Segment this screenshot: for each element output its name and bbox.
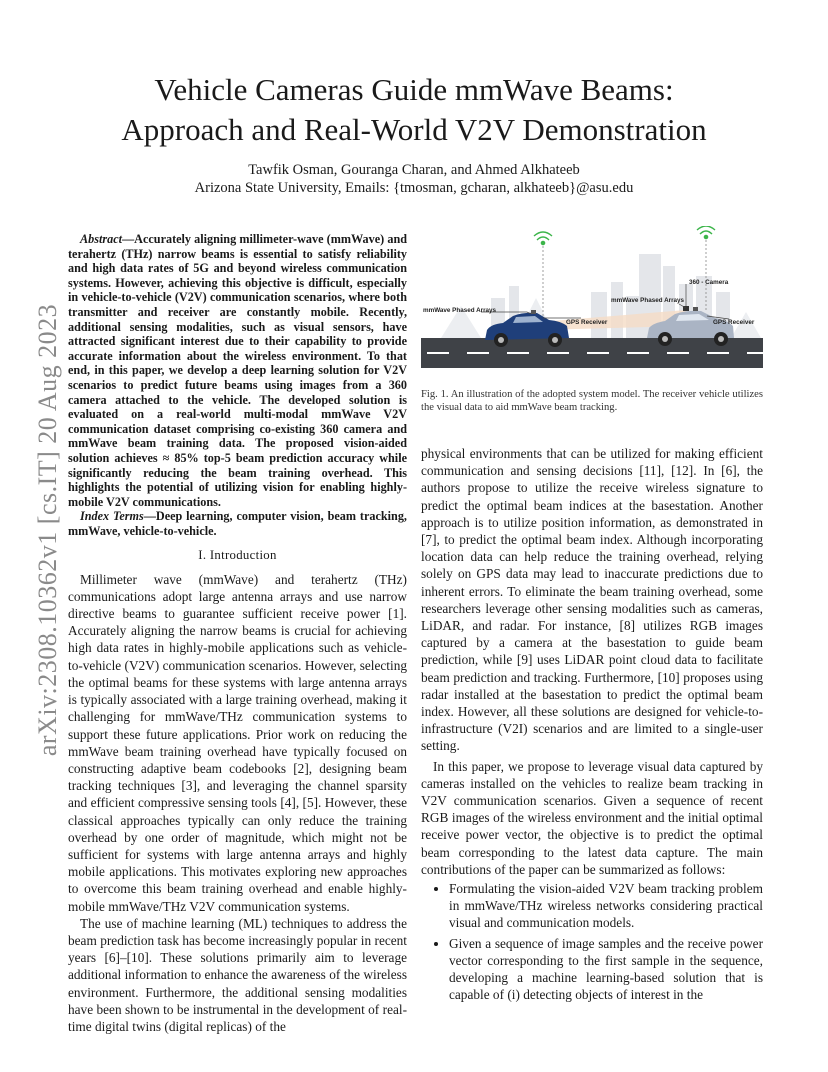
index-terms-label: Index Terms <box>80 509 144 524</box>
label-phased-arrays-left: mmWave Phased Arrays <box>423 307 497 314</box>
list-item: • Formulating the vision-aided V2V beam tracking problem in mmWave/THz wireless networks considering practical visual and communication models. <box>449 880 763 932</box>
authors: Tawfik Osman, Gouranga Charan, and Ahmed Alkhateeb <box>248 162 580 178</box>
system-model-figure <box>421 226 763 374</box>
author-block <box>60 161 768 197</box>
paper-title <box>60 70 768 150</box>
left-column <box>68 232 407 1035</box>
label-gps-right: GPS Receiver <box>713 319 755 326</box>
contributions-list <box>421 880 763 1003</box>
list-item: • Given a sequence of image samples and the receive power vector corresponding to the first sample in the sequence, developing a machine learning-based solution that is capable of (i) detecting objects of interest in the <box>449 935 763 1004</box>
section-heading-introduction: I. Introduction <box>198 548 277 563</box>
figure-caption: Fig. 1. An illustration of the adopted system model. The receiver vehicle utilizes the visual data to aid mmWave beam tracking. <box>421 389 763 413</box>
abstract-label: Abstract <box>80 232 122 246</box>
index-terms <box>68 509 407 538</box>
intro-paragraph-1: Millimeter wave (mmWave) and terahertz (THz) communications adopt large antenna arrays and use narrow directive beams to guarantee sufficient receive power [1]. Accurately aligning the narrow beams is crucial for achieving high data rates in highly-mobile applications such as vehicle-to-vehicle (V2V) communication scenarios. However, selecting the optimal beams for these systems with large antenna arrays is typically associated with a large training overhead, making it challenging for mmWave/THz communication systems to support these future applications. Prior work on reducing the mmWave beam training overhead have typically focused on constructing adaptive beam codebooks [2], designing beam tracking techniques [3], and leveraging the channel sparsity and efficient compressive sensing tools [4], [5]. However, these classical approaches typically can only reduce the training overhead by one order of magnitude, which might not be sufficient for systems with large antenna arrays and highly mobile applications. This motivates exploring new approaches to overcome this beam training overhead and enable highly-mobile mmWave/THz V2V communication systems. <box>68 571 407 914</box>
label-gps-left: GPS Receiver <box>566 319 608 326</box>
right-paragraph-2: In this paper, we propose to leverage visual data captured by cameras installed on the vehicles to realize beam tracking in V2V communication scenarios. Given a sequence of recent RGB images of the wireless environment and the initial optimal receive power vector, the objective is to predict the optimal beam corresponding to the latest data capture. The main contributions of the paper can be summarized as follows: <box>421 758 763 877</box>
right-paragraph-1: physical environments that can be utilized for making efficient communication and sensing decisions [11], [12]. In [6], the authors propose to utilize the receive wireless signature to predict the optimal beam indices at the basestation. Another approach is to utilize position information, as demonstrated in [7], to predict the optimal beam index. Although incorporating location data can help reduce the training overhead, relying solely on GPS data may lead to inaccurate predictions due to inherent errors. To eliminate the beam training overhead, some researchers leverage other sensing modalities such as cameras, LiDAR, and radar. For instance, [8] utilizes RGB images captured by a camera at the basestation to guide beam prediction, while [9] uses LiDAR point cloud data to facilitate beam prediction and tracking. Furthermore, [10] proposes using radar installed at the basestation to predict the optimal beam index. However, all these solutions are designed for vehicle-to-infrastructure (V2I) scenarios and are limited to a single-user setting. <box>421 446 763 754</box>
index-terms-text: —Deep learning, computer vision, beam tracking, mmWave, vehicle-to-vehicle. <box>68 509 407 538</box>
abstract-text: —Accurately aligning millimeter-wave (mmWave) and terahertz (THz) narrow beams is essential to satisfy reliability and high data rates of 5G and beyond wireless communication systems. However, achieving this objective is difficult, especially in vehicle-to-vehicle (V2V) communication scenarios, where both transmitter and receiver are constantly mobile. Recently, additional sensing modalities, such as visual sensors, have attracted significant interest due to their capability to provide accurate information about the wireless environment. To that end, in this paper, we develop a deep learning solution for V2V scenarios to predict future beams using images from a 360 camera attached to the vehicle. The developed solution is evaluated on a real-world multi-modal mmWave V2V communication dataset comprising co-existing 360 camera and mmWave beam training data. The proposed vision-aided solution achieves ≈ 85% top-5 beam prediction accuracy while significantly reducing the beam training overhead. This highlights the potential of utilizing vision for enabling highly-mobile V2V communications. <box>68 232 407 509</box>
abstract <box>68 232 407 509</box>
title-line-1: Vehicle Cameras Guide mmWave Beams: <box>154 72 674 107</box>
label-camera: 360 - Camera <box>689 279 729 286</box>
arxiv-stamp: arXiv:2308.10362v1 [cs.IT] 20 Aug 2023 <box>33 303 62 757</box>
label-phased-arrays-right: mmWave Phased Arrays <box>611 297 685 304</box>
affiliation: Arizona State University, Emails: {tmosman, gcharan, alkhateeb}@asu.edu <box>194 180 634 196</box>
title-line-2: Approach and Real-World V2V Demonstration <box>121 112 707 147</box>
right-column <box>421 445 763 1007</box>
intro-paragraph-2: The use of machine learning (ML) techniques to address the beam prediction task has become increasingly popular in recent years [6]–[10]. These solutions primarily aim to leverage additional information to enhance the awareness of the wireless environment. Furthermore, the additional sensing modalities have been shown to be instrumental in the development of real-time digital twins (digital replicas) of the <box>68 915 407 1034</box>
